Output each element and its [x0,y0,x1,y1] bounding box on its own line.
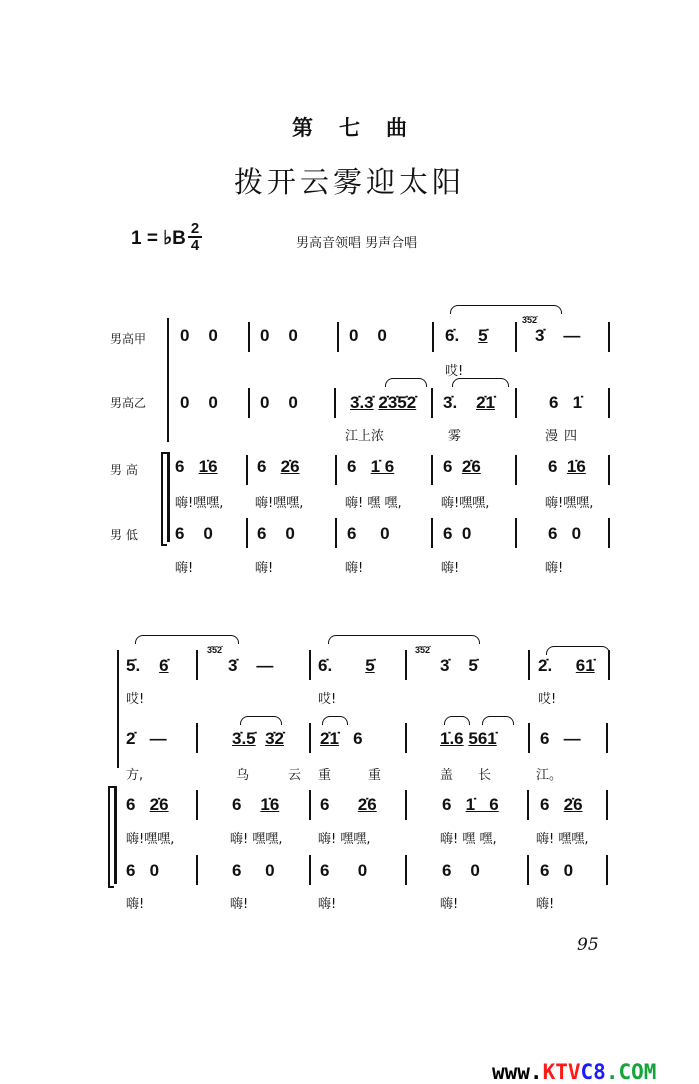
note: 2̇ — [126,729,167,748]
note: 2̇. 61̇ [538,656,595,675]
lyric: 江上浓 [345,429,385,444]
note: 6 — [540,729,581,748]
note: 3̇.5̇ 3̇2̇ [232,729,285,748]
barline [515,455,517,485]
note: 6 2̇6 [257,457,300,476]
song-title: 拨开云雾迎太阳 [233,165,465,199]
lyric: 嗨! [545,561,564,576]
lyric: 嗨! 嘿 嘿, [345,496,402,511]
barline [527,855,529,885]
lyric: 长 [478,768,492,783]
slur [385,378,427,387]
barline [335,518,337,548]
note: 6 2̇6 [320,795,377,814]
barline [606,790,608,820]
lyric: 嗨!嘿嘿, [255,496,304,511]
note: 6 0 [320,861,368,880]
note: 6 0 [126,861,160,880]
lyric: 嗨! [440,897,459,912]
slur [240,716,282,725]
note: 2̇1̇ 6 [320,729,363,748]
barline [405,723,407,753]
note: 6 0 [257,524,295,543]
barline [309,855,311,885]
note: 6 1̇6 [548,457,586,476]
lyric: 哎! [538,692,557,707]
note: 6 0 [540,861,574,880]
grace-notes: 3̇5̇2̇ [207,645,223,655]
barline [608,650,610,680]
system-line [114,786,117,884]
barline [196,650,198,680]
note: 6̇. 5̇ [445,326,488,345]
barline [431,388,433,418]
barline [515,388,517,418]
barline [246,518,248,548]
barline [309,723,311,753]
note: 3̇ — [535,326,581,345]
slur [135,635,239,644]
time-numerator: 2 [190,220,200,237]
slur [450,305,562,314]
barline [196,723,198,753]
barline [248,322,250,352]
song-number: 第七曲 [292,115,433,140]
lyric: 盖 [440,768,454,783]
barline [334,388,336,418]
barline [515,518,517,548]
note: 6 2̇6 [540,795,583,814]
barline [528,723,530,753]
note: 6 0 [443,524,472,543]
note: 3̇ — [228,656,274,675]
barline [196,790,198,820]
barline [337,322,339,352]
part-label: 男 低 [110,528,138,542]
note: 6 1̇6 [232,795,280,814]
grace-notes: 3̇5̇2̇ [522,315,538,325]
barline [608,455,610,485]
barline [246,455,248,485]
lyric: 嗨!嘿嘿, [126,832,175,847]
note: 0 0 [260,393,298,412]
lyric: 嗨! 嘿嘿, [536,832,589,847]
note: 6 0 [347,524,390,543]
slur [452,378,509,387]
lyric: 哎! [445,364,464,379]
barline [608,388,610,418]
watermark-link[interactable] [492,1060,656,1084]
note: 6 2̇6 [443,457,481,476]
lyric: 云 [288,768,302,783]
note: 5̇. 6̇ [126,656,169,675]
watermark-c8: C8 [580,1060,606,1084]
lyric: 嗨!嘿嘿, [175,496,224,511]
slur [482,716,514,725]
watermark-com: .COM [605,1060,657,1084]
note: 0 0 [180,326,218,345]
watermark-www: www. [492,1060,543,1084]
note: 6 1̇ 6 [442,795,499,814]
barline [608,518,610,548]
barline [527,790,529,820]
note: 0 0 [260,326,298,345]
barline [248,388,250,418]
lyric: 重 [318,768,332,783]
barline [606,855,608,885]
barline [608,322,610,352]
note: 3̇.3̇ 2̇3̇5̇2̇ [350,393,417,412]
note: 6 0 [175,524,213,543]
note: 0 0 [180,393,218,412]
barline [431,455,433,485]
note: 3̇. 2̇1̇ [443,393,495,412]
lyric: 江。 [536,768,563,783]
system-line [167,318,169,442]
slur [328,635,480,644]
key-signature: 1 = ♭B [131,228,186,249]
part-label: 男 高 [110,463,138,477]
note: 6̇. 5̇ [318,656,375,675]
part-label: 男高乙 [110,396,147,410]
barline [405,650,407,680]
lyric: 哎! [318,692,337,707]
barline [405,790,407,820]
note: 1̇.6 561̇ [440,729,497,748]
slur [546,646,610,655]
slur [322,716,348,725]
note: 6 1̇ [549,393,583,412]
barline [405,855,407,885]
barline [606,723,608,753]
page-number: 95 [577,935,599,955]
slur [444,716,470,725]
lyric: 嗨! [345,561,364,576]
part-label: 男高甲 [110,332,147,346]
performers: 男高音领唱 男声合唱 [296,236,418,251]
barline [309,790,311,820]
note: 6 2̇6 [126,795,169,814]
lyric: 嗨! [126,897,145,912]
grace-notes: 3̇5̇2̇ [415,645,431,655]
barline [335,455,337,485]
barline [432,322,434,352]
lyric: 漫四 [545,429,584,444]
barline [196,855,198,885]
time-signature [188,222,202,252]
note: 6 1̇6 [175,457,218,476]
lyric: 嗨! [230,897,249,912]
barline [515,322,517,352]
lyric: 哎! [126,692,145,707]
barline [309,650,311,680]
lyric: 嗨! [536,897,555,912]
barline [431,518,433,548]
lyric: 嗨! [441,561,460,576]
lyric: 乌 [236,768,250,783]
system-line [167,452,170,542]
lyric: 嗨! [175,561,194,576]
watermark-ktv: KTV [542,1060,581,1084]
lyric: 嗨!嘿嘿, [545,496,594,511]
note: 3̇ 5̇ [440,656,478,675]
lyric: 嗨! [318,897,337,912]
lyric: 雾 [448,429,462,444]
lyric: 重 [368,768,382,783]
lyric: 方, [126,768,144,783]
system-line [117,650,119,768]
barline [528,650,530,680]
note: 6 1̇ 6 [347,457,395,476]
lyric: 嗨! 嘿嘿, [318,832,371,847]
note: 6 0 [442,861,480,880]
lyric: 嗨! [255,561,274,576]
note: 6 0 [232,861,275,880]
lyric: 嗨!嘿嘿, [441,496,490,511]
time-denominator: 4 [190,237,200,254]
lyric: 嗨! 嘿嘿, [230,832,283,847]
note: 0 0 [349,326,387,345]
note: 6 0 [548,524,582,543]
lyric: 嗨! 嘿 嘿, [440,832,497,847]
